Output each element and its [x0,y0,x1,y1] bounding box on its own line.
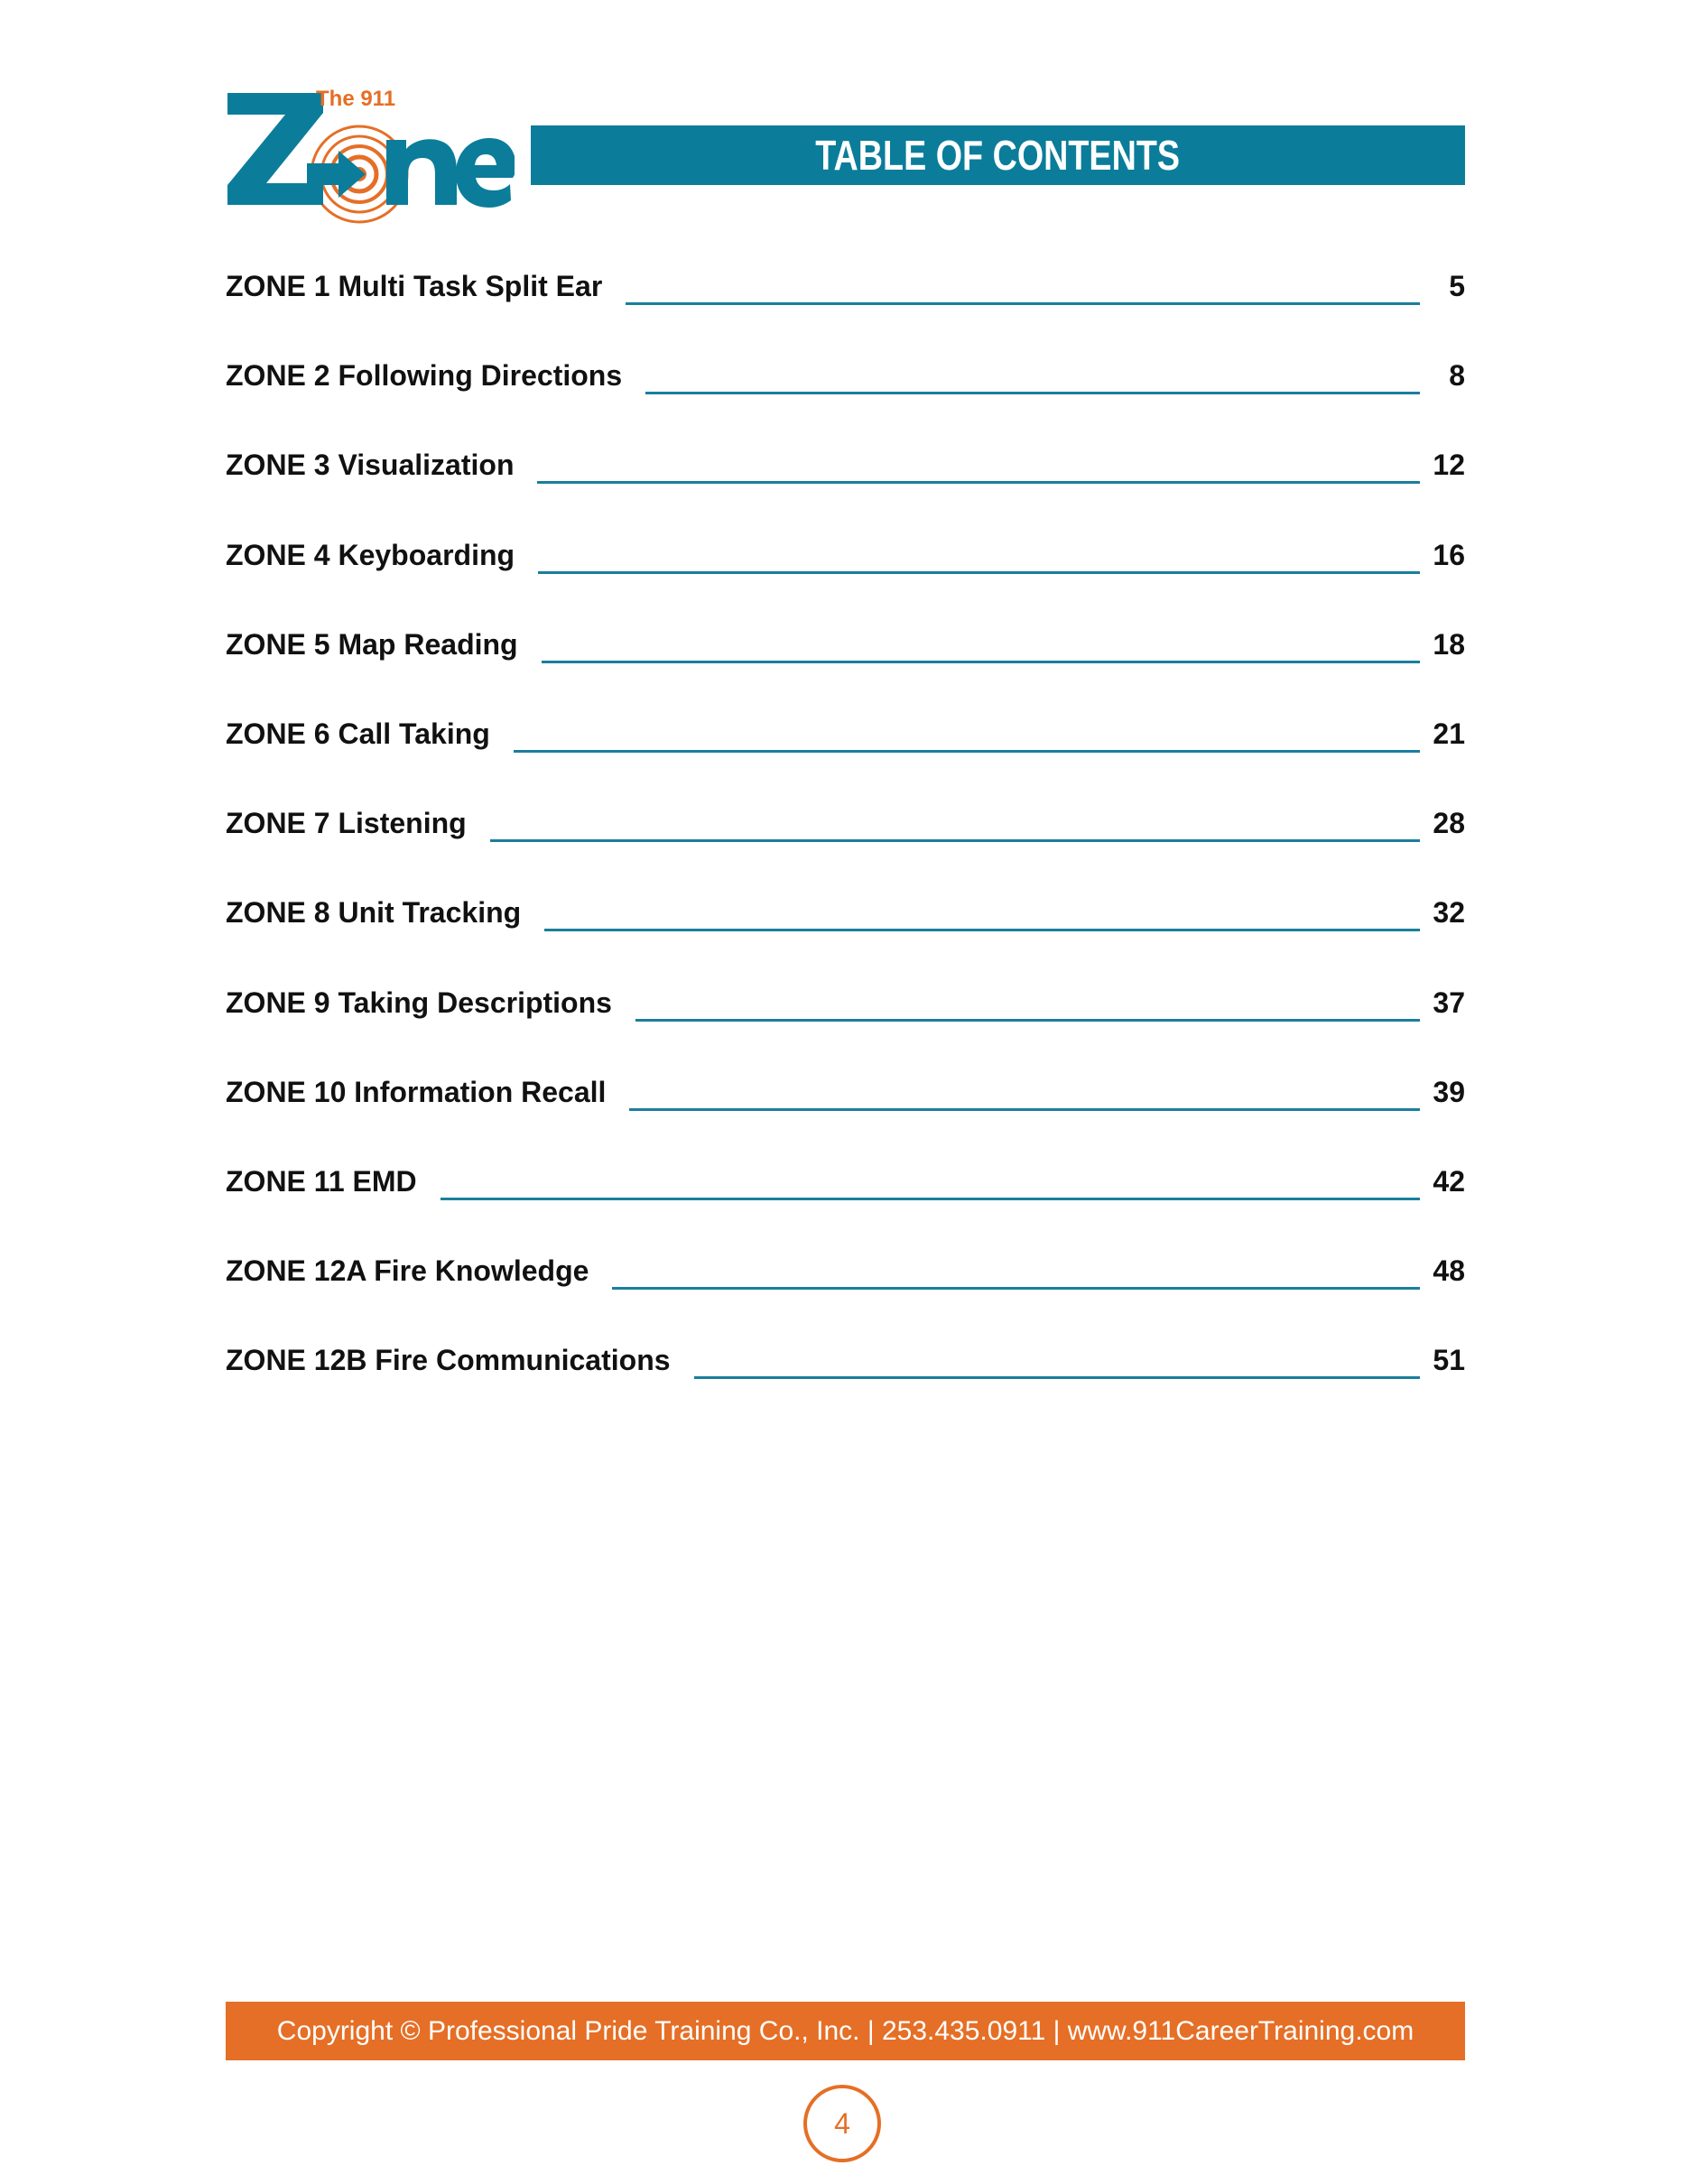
zone-logo-graphic [226,86,515,230]
logo-letter-z [227,93,323,205]
toc-entry-title: ZONE 10 Information Recall [226,1075,607,1108]
toc-entry-page: 5 [1449,270,1465,302]
toc-leader-line [514,750,1420,753]
toc-entry-title: ZONE 7 Listening [226,807,467,840]
toc-leader-line [441,1198,1420,1200]
toc-entry[interactable] [226,1251,1465,1340]
toc-entry[interactable] [226,1072,1465,1161]
toc-entry-page: 39 [1433,1075,1465,1108]
toc-entry-title: ZONE 12B Fire Communications [226,1344,671,1377]
toc-entry-title: ZONE 5 Map Reading [226,627,518,661]
toc-entry[interactable] [226,893,1465,982]
toc-entry-title: ZONE 9 Taking Descriptions [226,986,612,1019]
toc-leader-line [629,1108,1420,1111]
toc-leader-line [645,392,1420,394]
logo-letter-n [386,139,457,205]
toc-leader-line [538,571,1420,574]
toc-entry-title: ZONE 4 Keyboarding [226,538,515,571]
toc-entry-page: 42 [1433,1164,1465,1198]
header-bar [531,125,1465,185]
table-of-contents [226,266,1465,1430]
toc-entry-title: ZONE 2 Following Directions [226,359,623,393]
toc-leader-line [537,481,1420,484]
logo-letter-e [456,138,515,208]
toc-entry[interactable] [226,1340,1465,1430]
toc-entry-page: 12 [1433,449,1465,482]
toc-entry-page: 37 [1433,986,1465,1019]
toc-entry-page: 32 [1433,896,1465,930]
page-title: TABLE OF CONTENTS [815,132,1181,179]
toc-entry[interactable] [226,535,1465,625]
toc-entry-page: 48 [1433,1254,1465,1288]
logo-small-text: The 911 [316,87,396,111]
toc-entry-title: ZONE 1 Multi Task Split Ear [226,270,603,302]
toc-entry-page: 21 [1433,717,1465,750]
page-number: 4 [834,2106,850,2140]
toc-entry[interactable] [226,445,1465,534]
toc-entry-page: 16 [1433,538,1465,571]
toc-entry-page: 28 [1433,807,1465,840]
toc-entry[interactable] [226,983,1465,1072]
zone-logo [226,86,515,230]
toc-entry-page: 18 [1433,627,1465,661]
toc-entry[interactable] [226,356,1465,445]
footer-copyright: Copyright © Professional Pride Training Co., Inc. | 253.435.0911 | www.911CareerTraining.com [276,2015,1414,2046]
toc-leader-line [626,302,1420,305]
toc-leader-line [490,839,1420,842]
toc-leader-line [635,1019,1420,1022]
toc-leader-line [544,929,1420,931]
toc-entry-page: 51 [1433,1344,1465,1377]
toc-entry-title: ZONE 3 Visualization [226,449,515,482]
toc-leader-line [542,661,1420,663]
toc-entry[interactable] [226,803,1465,893]
toc-entry-title: ZONE 12A Fire Knowledge [226,1254,589,1288]
toc-entry[interactable] [226,625,1465,714]
toc-leader-line [694,1376,1420,1379]
toc-leader-line [612,1287,1420,1290]
toc-entry[interactable] [226,266,1465,356]
toc-entry[interactable] [226,1161,1465,1251]
toc-entry-title: ZONE 8 Unit Tracking [226,896,522,930]
footer-bar [226,2002,1465,2060]
toc-entry[interactable] [226,714,1465,803]
page-number-badge [803,2085,881,2162]
toc-entry-page: 8 [1449,359,1465,393]
toc-entry-title: ZONE 6 Call Taking [226,717,490,750]
toc-entry-title: ZONE 11 EMD [226,1164,417,1198]
